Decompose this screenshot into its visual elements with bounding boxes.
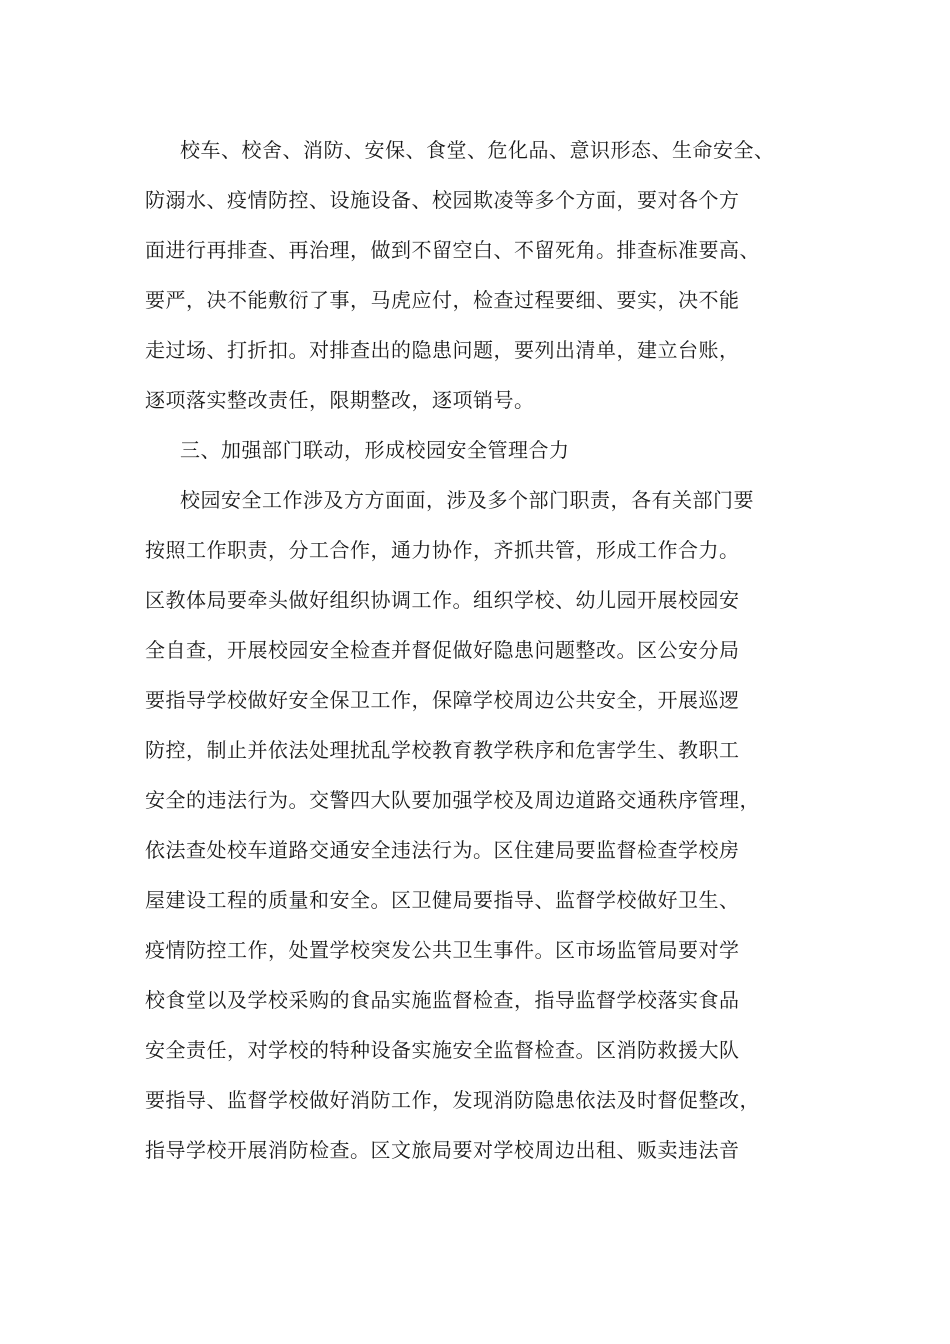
paragraph-line: 要指导、监督学校做好消防工作，发现消防隐患依法及时督促整改， bbox=[145, 1088, 760, 1112]
paragraph-line: 依法查处校车道路交通安全违法行为。区住建局要监督检查学校房 bbox=[145, 838, 740, 862]
paragraph-line: 全自查，开展校园安全检查并督促做好隐患问题整改。区公安分局 bbox=[145, 638, 740, 662]
paragraph-line: 校园安全工作涉及方方面面，涉及多个部门职责，各有关部门要 bbox=[180, 488, 754, 512]
paragraph-line: 屋建设工程的质量和安全。区卫健局要指导、监督学校做好卫生、 bbox=[145, 888, 740, 912]
paragraph-line: 逐项落实整改责任，限期整改，逐项销号。 bbox=[145, 388, 535, 412]
paragraph-line: 要严，决不能敷衍了事，马虎应付，检查过程要细、要实，决不能 bbox=[145, 288, 740, 312]
paragraph-line: 面进行再排查、再治理，做到不留空白、不留死角。排查标准要高、 bbox=[145, 238, 760, 262]
paragraph-line: 安全的违法行为。交警四大队要加强学校及周边道路交通秩序管理， bbox=[145, 788, 760, 812]
paragraph-line: 疫情防控工作，处置学校突发公共卫生事件。区市场监管局要对学 bbox=[145, 938, 740, 962]
paragraph-line: 校车、校舍、消防、安保、食堂、危化品、意识形态、生命安全、 bbox=[180, 138, 775, 162]
paragraph-line: 校食堂以及学校采购的食品实施监督检查，指导监督学校落实食品 bbox=[145, 988, 740, 1012]
section-heading: 三、加强部门联动，形成校园安全管理合力 bbox=[180, 438, 570, 462]
paragraph-line: 按照工作职责，分工合作，通力协作，齐抓共管，形成工作合力。 bbox=[145, 538, 740, 562]
paragraph-line: 区教体局要牵头做好组织协调工作。组织学校、幼儿园开展校园安 bbox=[145, 588, 740, 612]
paragraph-line: 防控，制止并依法处理扰乱学校教育教学秩序和危害学生、教职工 bbox=[145, 738, 740, 762]
paragraph-line: 防溺水、疫情防控、设施设备、校园欺凌等多个方面，要对各个方 bbox=[145, 188, 740, 212]
paragraph-line: 指导学校开展消防检查。区文旅局要对学校周边出租、贩卖违法音 bbox=[145, 1138, 740, 1162]
paragraph-line: 走过场、打折扣。对排查出的隐患问题，要列出清单，建立台账， bbox=[145, 338, 740, 362]
paragraph-line: 要指导学校做好安全保卫工作，保障学校周边公共安全，开展巡逻 bbox=[145, 688, 740, 712]
paragraph-line: 安全责任，对学校的特种设备实施安全监督检查。区消防救援大队 bbox=[145, 1038, 740, 1062]
